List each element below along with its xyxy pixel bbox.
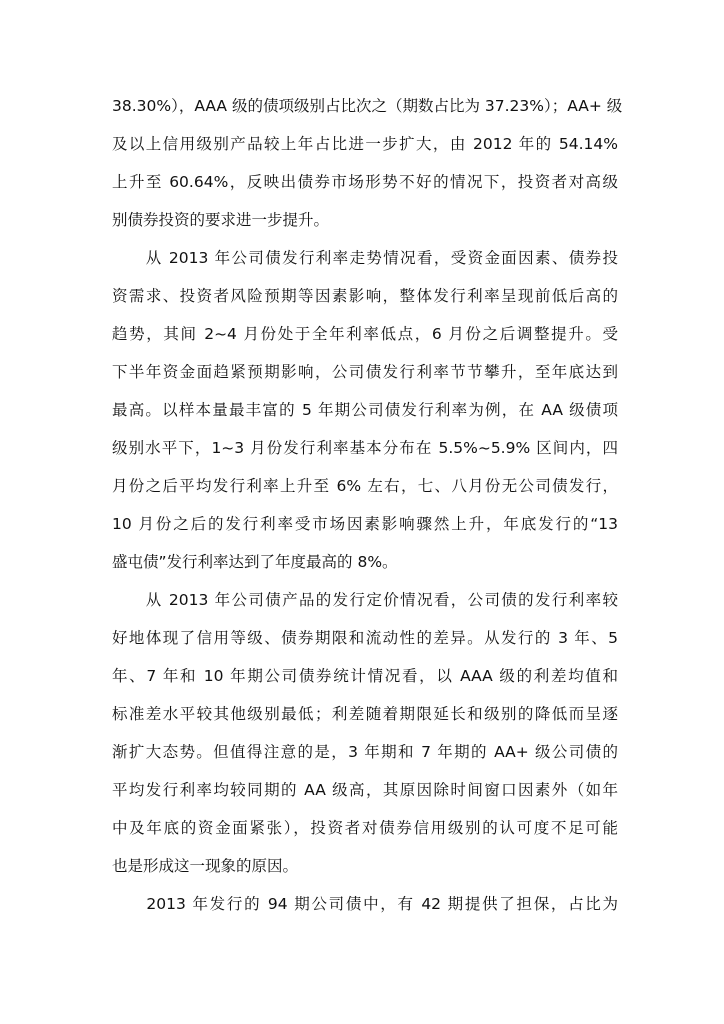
- paragraph-1-line-4: 别债券投资的要求进一步提升。: [112, 211, 330, 229]
- paragraph-2-line-2: 资需求、投资者风险预期等因素影响，整体发行利率呈现前低后高的: [112, 287, 618, 305]
- paragraph-1-line-3: 上升至 60.64%，反映出债券市场形势不好的情况下，投资者对高级: [112, 173, 618, 191]
- paragraph-3-line-5: 渐扩大态势。但值得注意的是，3 年期和 7 年期的 AA+ 级公司债的: [112, 743, 618, 761]
- paragraph-2-line-9: 盛屯债”发行利率达到了年度最高的 8%。: [112, 553, 398, 571]
- paragraph-2-line-4: 下半年资金面趋紧预期影响，公司债发行利率节节攀升，至年底达到: [112, 363, 618, 381]
- paragraph-3-line-4: 标准差水平较其他级别最低；利差随着期限延长和级别的降低而呈逐: [112, 705, 618, 723]
- paragraph-1-line-2: 及以上信用级别产品较上年占比进一步扩大，由 2012 年的 54.14%: [112, 135, 618, 153]
- paragraph-3-line-1: 从 2013 年公司债产品的发行定价情况看，公司债的发行利率较: [112, 591, 618, 609]
- paragraph-3-line-8: 也是形成这一现象的原因。: [112, 857, 299, 875]
- paragraph-2-line-8: 10 月份之后的发行利率受市场因素影响骤然上升，年底发行的“13: [112, 515, 618, 533]
- paragraph-2-line-5: 最高。以样本量最丰富的 5 年期公司债发行利率为例，在 AA 级债项: [112, 401, 618, 419]
- paragraph-3-line-6: 平均发行利率均较同期的 AA 级高，其原因除时间窗口因素外（如年: [112, 781, 618, 799]
- paragraph-2-line-1: 从 2013 年公司债发行利率走势情况看，受资金面因素、债券投: [112, 249, 618, 267]
- paragraph-2-line-7: 月份之后平均发行利率上升至 6% 左右，七、八月份无公司债发行，: [112, 477, 618, 495]
- paragraph-3-line-7: 中及年底的资金面紧张），投资者对债券信用级别的认可度不足可能: [112, 819, 618, 837]
- paragraph-3-line-2: 好地体现了信用等级、债券期限和流动性的差异。从发行的 3 年、5: [112, 629, 618, 647]
- paragraph-2-line-3: 趋势，其间 2~4 月份处于全年利率低点，6 月份之后调整提升。受: [112, 325, 618, 343]
- paragraph-4-line-1: 2013 年发行的 94 期公司债中，有 42 期提供了担保，占比为: [112, 895, 618, 913]
- paragraph-1-line-1: 38.30%），AAA 级的债项级别占比次之（期数占比为 37.23%）；AA+ 级: [112, 97, 623, 115]
- paragraph-2-line-6: 级别水平下，1~3 月份发行利率基本分布在 5.5%~5.9% 区间内，四: [112, 439, 618, 457]
- paragraph-3-line-3: 年、7 年和 10 年期公司债券统计情况看，以 AAA 级的利差均值和: [112, 667, 618, 685]
